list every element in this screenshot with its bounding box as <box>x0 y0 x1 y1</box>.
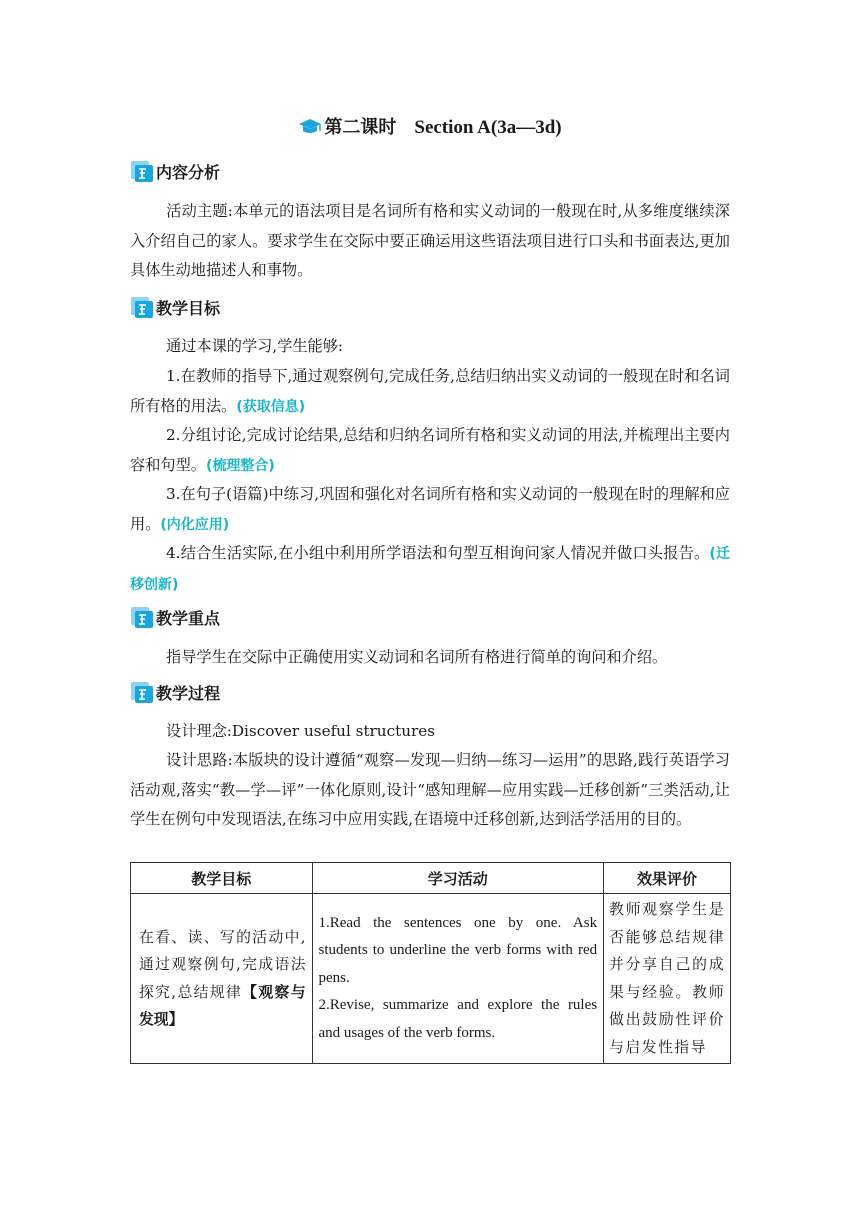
objective-item <box>130 539 730 600</box>
activity-table <box>130 862 731 1064</box>
table-header-activity: 学习活动 <box>312 863 604 894</box>
objective-item <box>130 480 730 540</box>
section-heading-analysis <box>130 158 220 184</box>
objective-tag: (迁移创新) <box>130 546 730 593</box>
process-concept <box>130 717 730 747</box>
section-marker-icon <box>130 159 154 183</box>
goal-tag: 【观察与发现】 <box>139 983 306 1028</box>
section-marker-icon <box>130 680 154 704</box>
title-en: Section A(3a—3d) <box>414 117 562 138</box>
table-cell-evaluation: 教师观察学生是否能够总结规律并分享自己的成果与经验。教师做出鼓励性评价与启发性指导 <box>604 894 731 1064</box>
activity-step: 2.Revise, summarize and explore the rules and usages of the verb forms. <box>318 997 598 1041</box>
process-idea <box>130 746 730 835</box>
objective-tag: (内化应用) <box>160 516 230 533</box>
objective-text: 4.结合生活实际,在小组中利用所学语法和句型互相询问家人情况并做口头报告。 <box>166 544 710 562</box>
section-heading-objectives <box>130 294 220 320</box>
section-marker-icon <box>130 605 154 629</box>
objective-text: 2.分组讨论,完成讨论结果,总结和归纳名词所有格和实义动词的用法,并梳理出主要内容和句型。 <box>130 426 730 474</box>
table-header-row <box>131 863 731 894</box>
objective-item <box>130 362 730 422</box>
objective-text: 3.在句子(语篇)中练习,巩固和强化对名词所有格和实义动词的一般现在时的理解和应用。 <box>130 485 730 533</box>
heading-label: 教学重点 <box>156 608 221 628</box>
section-marker-icon <box>130 295 154 319</box>
keypoints-paragraph <box>130 643 730 673</box>
objective-item <box>130 421 730 481</box>
graduation-cap-icon <box>298 118 322 141</box>
table-header-evaluation: 效果评价 <box>604 863 731 894</box>
objective-tag: (获取信息) <box>236 398 306 415</box>
process-idea-text: 设计思路:本版块的设计遵循“观察—发现—归纳—练习—运用”的思路,践行英语学习活动观,落实“教—学—评”一体化原则,设计“感知理解—应用实践—迁移创新”三类活动,让学生在例句中发现语法,在练习中应用实践,在语境中迁移创新,达到活学活用的目的。 <box>130 751 730 828</box>
section-heading-process <box>130 679 220 705</box>
analysis-text: 活动主题:本单元的语法项目是名词所有格和实义动词的一般现在时,从多维度继续深入介绍自己的家人。要求学生在交际中要正确运用这些语法项目进行口头和书面表达,更加具体生动地描述人和事物。 <box>130 202 730 279</box>
table-header-goal: 教学目标 <box>131 863 313 894</box>
objective-tag: (梳理整合) <box>205 457 275 474</box>
title-cn: 第二课时 <box>324 117 397 138</box>
objectives-intro <box>130 332 730 362</box>
section-heading-keypoints <box>130 604 220 630</box>
heading-label: 教学过程 <box>156 683 221 703</box>
heading-label: 教学目标 <box>156 298 221 318</box>
process-concept-text: 设计理念:Discover useful structures <box>166 722 436 740</box>
activity-step: 1.Read the sentences one by one. Ask students to underline the verb forms with red pens. <box>318 914 598 986</box>
table-row <box>131 894 731 1064</box>
analysis-paragraph <box>130 197 730 286</box>
heading-label: 内容分析 <box>156 162 221 182</box>
goal-text: 在看、读、写的活动中,通过观察例句,完成语法探究,总结规律 <box>139 928 306 1001</box>
page-title <box>130 113 730 141</box>
keypoints-text: 指导学生在交际中正确使用实义动词和名词所有格进行简单的询问和介绍。 <box>166 648 668 666</box>
table-cell-goal <box>131 894 313 1064</box>
table-cell-activity <box>312 894 604 1064</box>
objectives-intro-text: 通过本课的学习,学生能够: <box>166 337 344 355</box>
objective-text: 1.在教师的指导下,通过观察例句,完成任务,总结归纳出实义动词的一般现在时和名词所有格的用法。 <box>130 367 730 415</box>
